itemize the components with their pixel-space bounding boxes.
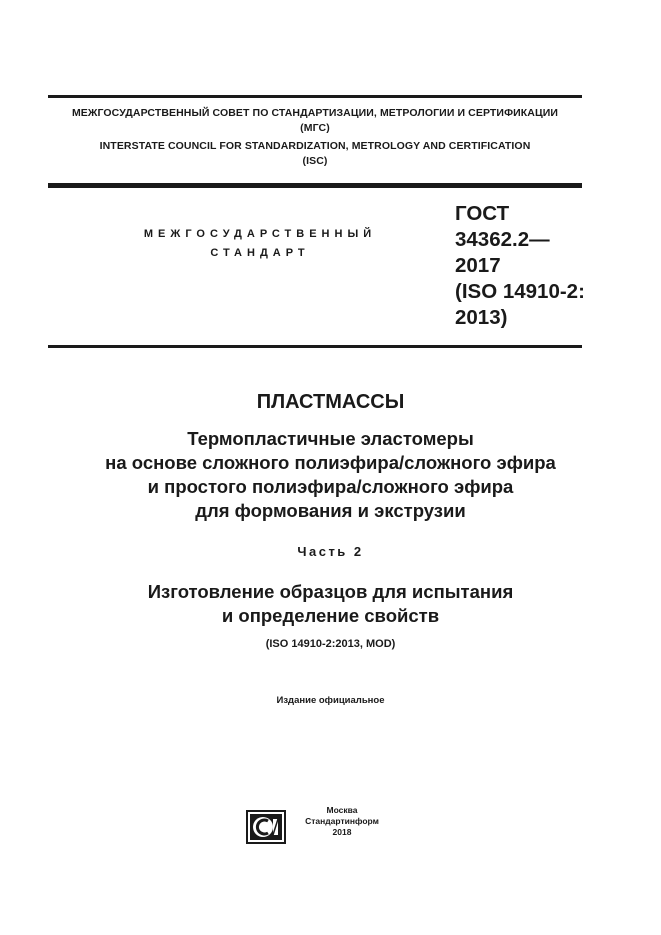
subtitle-line1: Термопластичные эластомеры <box>187 428 474 449</box>
part-title-line2: и определение свойств <box>221 605 440 626</box>
council-name-ru: МЕЖГОСУДАРСТВЕННЫЙ СОВЕТ ПО СТАНДАРТИЗАЦИИ, МЕТРОЛОГИИ И СЕРТИФИКАЦИИ <box>71 107 559 119</box>
document-subtitle <box>0 427 661 523</box>
standard-designation <box>455 201 605 331</box>
designation-line3: 2017 <box>455 254 501 277</box>
part-label: Часть 2 <box>297 544 364 559</box>
designation-line5: 2013) <box>455 306 508 329</box>
part-title-line1: Изготовление образцов для испытания <box>147 581 514 602</box>
designation-line4: (ISO 14910-2: <box>455 280 585 303</box>
publisher-city: Москва <box>326 805 358 815</box>
standard-type-line1: МЕЖГОСУДАРСТВЕННЫЙ <box>143 228 377 240</box>
document-title: ПЛАСТМАССЫ <box>256 391 405 413</box>
designation-rule <box>48 345 582 348</box>
council-name-en: INTERSTATE COUNCIL FOR STANDARDIZATION, METROLOGY AND CERTIFICATION <box>99 140 531 152</box>
council-abbr-ru: (МГС) <box>300 122 330 134</box>
standard-type-line2: СТАНДАРТ <box>210 247 310 259</box>
edition-label: Издание официальное <box>276 695 385 706</box>
designation-line1: ГОСТ <box>455 202 510 225</box>
part-title <box>0 580 661 628</box>
publisher-name: Стандартинформ <box>305 816 379 826</box>
header-rule <box>48 183 582 188</box>
top-rule <box>48 95 582 98</box>
publisher-year: 2018 <box>332 827 352 837</box>
subtitle-line3: и простого полиэфира/сложного эфира <box>147 476 514 497</box>
publisher-info <box>302 805 382 838</box>
designation-line2: 34362.2— <box>455 228 550 251</box>
iso-reference: (ISO 14910-2:2013, MOD) <box>265 638 396 650</box>
council-abbr-en: (ISC) <box>302 155 328 167</box>
standartinform-logo-icon <box>246 810 286 844</box>
subtitle-line4: для формования и экструзии <box>195 500 466 521</box>
subtitle-line2: на основе сложного полиэфира/сложного эфира <box>105 452 556 473</box>
